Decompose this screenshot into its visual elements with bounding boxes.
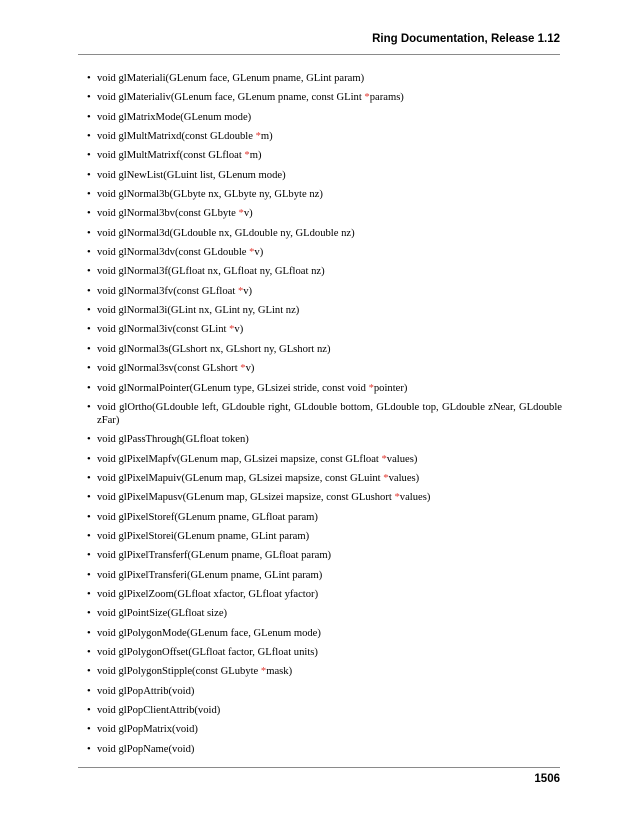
- pointer-star: *: [364, 92, 370, 104]
- bullet: •: [87, 131, 91, 143]
- signature-text: values): [399, 492, 431, 504]
- function-signature: [97, 247, 263, 258]
- pointer-star: *: [249, 247, 255, 259]
- signature-text: params): [369, 92, 404, 104]
- function-list: [78, 72, 562, 762]
- function-signature: [97, 228, 355, 239]
- signature-text: void glMultMatrixf(const GLfloat: [97, 150, 245, 162]
- list-item: [78, 433, 562, 446]
- signature-text: void glPolygonMode(GLenum face, GLenum mode): [97, 627, 321, 639]
- signature-text: v): [245, 363, 255, 375]
- function-signature: [97, 473, 419, 484]
- function-signature: [97, 492, 430, 503]
- list-item: [78, 169, 562, 182]
- function-signature: [97, 744, 194, 755]
- list-item: [78, 130, 562, 143]
- signature-text: void glNormal3bv(const GLbyte: [97, 208, 239, 220]
- function-signature: [97, 383, 407, 394]
- signature-text: v): [234, 324, 244, 336]
- pointer-star: *: [238, 208, 244, 220]
- function-signature: [97, 324, 243, 335]
- pointer-star: *: [244, 150, 250, 162]
- bullet: •: [87, 472, 91, 484]
- signature-text: void glNormal3d(GLdouble nx, GLdouble ny, GLdouble nz): [97, 227, 355, 239]
- function-signature: [97, 628, 321, 639]
- function-signature: [97, 131, 273, 142]
- bullet: •: [87, 530, 91, 542]
- signature-text: v): [243, 285, 253, 297]
- bullet: •: [87, 434, 91, 446]
- signature-text: void glNewList(GLuint list, GLenum mode): [97, 169, 286, 181]
- function-signature: [97, 686, 194, 697]
- signature-text: void glPointSize(GLfloat size): [97, 608, 228, 620]
- bullet: •: [87, 382, 91, 394]
- bullet: •: [87, 150, 91, 162]
- pointer-star: *: [260, 666, 267, 678]
- signature-text: m): [260, 131, 273, 143]
- signature-text: void glPixelMapusv(GLenum map, GLsizei mapsize, const GLushort: [97, 492, 395, 504]
- bullet: •: [87, 608, 91, 620]
- signature-text: void glNormal3b(GLbyte nx, GLbyte ny, GLbyte nz): [97, 189, 323, 201]
- signature-text: void glNormal3fv(const GLfloat: [97, 285, 238, 297]
- function-signature: [97, 286, 252, 297]
- list-item: [78, 111, 562, 124]
- list-item: [78, 304, 562, 317]
- pointer-star: *: [255, 131, 261, 143]
- list-item: [78, 723, 562, 736]
- function-signature: [97, 344, 331, 355]
- signature-text: void glPolygonStipple(const GLubyte: [97, 666, 261, 678]
- bullet: •: [87, 324, 91, 336]
- function-signature: [97, 705, 220, 716]
- bullet: •: [87, 705, 91, 716]
- footer-divider: [78, 767, 560, 768]
- bullet: •: [87, 285, 91, 297]
- bullet: •: [87, 492, 91, 504]
- header-divider: [78, 54, 560, 55]
- function-signature: [97, 647, 318, 658]
- signature-text: void glPixelTransferi(GLenum pname, GLint param): [97, 569, 323, 581]
- list-item: [78, 549, 562, 562]
- bullet: •: [87, 569, 91, 581]
- signature-text: void glMultMatrixd(const GLdouble: [97, 131, 256, 143]
- list-item: [78, 227, 562, 240]
- signature-text: void glPixelMapfv(GLenum map, GLsizei mapsize, const GLfloat: [97, 453, 382, 465]
- function-signature: [97, 363, 254, 374]
- list-item: [78, 91, 562, 104]
- function-signature: [97, 266, 325, 277]
- list-item: [78, 627, 562, 640]
- bullet: •: [87, 343, 91, 355]
- signature-text: void glMatrixMode(GLenum mode): [97, 111, 252, 123]
- list-item: [78, 685, 562, 698]
- signature-text: pointer): [373, 382, 408, 394]
- list-item: [78, 149, 562, 162]
- bullet: •: [87, 511, 91, 523]
- signature-text: v): [243, 208, 253, 220]
- bullet: •: [87, 724, 91, 736]
- list-item: [78, 704, 562, 717]
- list-item: [78, 265, 562, 278]
- function-signature: [97, 73, 364, 84]
- function-signature: [97, 305, 299, 316]
- function-signature: [97, 189, 323, 200]
- bullet: •: [87, 627, 91, 639]
- pointer-star: *: [381, 453, 387, 465]
- signature-text: void glPixelZoom(GLfloat xfactor, GLfloat yfactor): [97, 588, 319, 600]
- signature-text: values): [388, 472, 420, 484]
- page-header-title: Ring Documentation, Release 1.12: [372, 33, 560, 45]
- signature-text: v): [254, 247, 264, 259]
- signature-text: void glNormal3f(GLfloat nx, GLfloat ny, GLfloat nz): [97, 266, 325, 278]
- pointer-star: *: [237, 285, 244, 297]
- list-item: [78, 343, 562, 356]
- function-signature: [97, 608, 227, 619]
- list-item: [78, 323, 562, 336]
- function-signature: [97, 170, 286, 181]
- list-item: [78, 511, 562, 524]
- list-item: [78, 188, 562, 201]
- signature-text: void glPopClientAttrib(void): [97, 705, 221, 716]
- list-item: [78, 607, 562, 620]
- signature-text: m): [249, 150, 262, 162]
- pointer-star: *: [240, 363, 246, 375]
- signature-text: void glNormalPointer(GLenum type, GLsizei stride, const void: [97, 382, 369, 394]
- list-item: [78, 401, 562, 427]
- signature-text: void glPixelStorei(GLenum pname, GLint param): [97, 530, 310, 542]
- signature-text: void glOrtho(GLdouble left, GLdouble right, GLdouble bottom, GLdouble top, GLdouble zNear, GLdouble zFar): [97, 401, 562, 426]
- signature-text: void glPixelTransferf(GLenum pname, GLfloat param): [97, 550, 332, 562]
- signature-text: values): [386, 453, 418, 465]
- function-signature: [97, 402, 562, 426]
- function-signature: [97, 550, 331, 561]
- bullet: •: [87, 646, 91, 658]
- function-signature: [97, 512, 318, 523]
- bullet: •: [87, 247, 91, 259]
- signature-text: void glMateriali(GLenum face, GLenum pname, GLint param): [97, 73, 365, 84]
- function-signature: [97, 724, 198, 735]
- bullet: •: [87, 588, 91, 600]
- bullet: •: [87, 666, 91, 678]
- bullet: •: [87, 453, 91, 465]
- function-signature: [97, 434, 249, 445]
- bullet: •: [87, 685, 91, 697]
- signature-text: void glPixelStoref(GLenum pname, GLfloat param): [97, 511, 318, 523]
- bullet: •: [87, 363, 91, 375]
- signature-text: mask): [266, 666, 293, 678]
- signature-text: void glPopAttrib(void): [97, 685, 195, 697]
- bullet: •: [87, 743, 91, 755]
- signature-text: void glPixelMapuiv(GLenum map, GLsizei mapsize, const GLuint: [97, 472, 384, 484]
- signature-text: void glNormal3sv(const GLshort: [97, 363, 241, 375]
- list-item: [78, 569, 562, 582]
- function-signature: [97, 531, 309, 542]
- signature-text: void glPolygonOffset(GLfloat factor, GLfloat units): [97, 646, 318, 658]
- list-item: [78, 530, 562, 543]
- pointer-star: *: [383, 472, 389, 484]
- signature-text: void glNormal3i(GLint nx, GLint ny, GLint nz): [97, 305, 300, 317]
- bullet: •: [87, 305, 91, 317]
- bullet: •: [87, 73, 91, 84]
- list-item: [78, 743, 562, 756]
- function-signature: [97, 570, 322, 581]
- bullet: •: [87, 208, 91, 220]
- bullet: •: [87, 92, 91, 104]
- signature-text: void glPopName(void): [97, 743, 195, 755]
- function-signature: [97, 666, 292, 677]
- signature-text: void glNormal3dv(const GLdouble: [97, 247, 250, 259]
- list-item: [78, 285, 562, 298]
- list-item: [78, 665, 562, 678]
- list-item: [78, 362, 562, 375]
- list-item: [78, 246, 562, 259]
- function-signature: [97, 454, 417, 465]
- list-item: [78, 491, 562, 504]
- function-signature: [97, 150, 262, 161]
- pointer-star: *: [229, 324, 235, 336]
- signature-text: void glPopMatrix(void): [97, 724, 198, 736]
- signature-text: void glNormal3iv(const GLint: [97, 324, 230, 336]
- bullet: •: [87, 169, 91, 181]
- function-signature: [97, 208, 253, 219]
- list-item: [78, 207, 562, 220]
- list-item: [78, 588, 562, 601]
- bullet: •: [87, 227, 91, 239]
- function-signature: [97, 92, 404, 103]
- bullet: •: [87, 401, 91, 413]
- list-item: [78, 382, 562, 395]
- pointer-star: *: [394, 492, 400, 504]
- signature-text: void glNormal3s(GLshort nx, GLshort ny, GLshort nz): [97, 343, 331, 355]
- pointer-star: *: [368, 382, 374, 394]
- signature-text: void glMaterialiv(GLenum face, GLenum pname, const GLint: [97, 92, 365, 104]
- function-signature: [97, 589, 318, 600]
- page-number: 1506: [534, 773, 560, 785]
- function-signature: [97, 112, 251, 123]
- list-item: [78, 646, 562, 659]
- list-item: [78, 453, 562, 466]
- list-item: [78, 72, 562, 85]
- bullet: •: [87, 550, 91, 562]
- list-item: [78, 472, 562, 485]
- bullet: •: [87, 111, 91, 123]
- bullet: •: [87, 189, 91, 201]
- signature-text: void glPassThrough(GLfloat token): [97, 434, 249, 446]
- bullet: •: [87, 266, 91, 278]
